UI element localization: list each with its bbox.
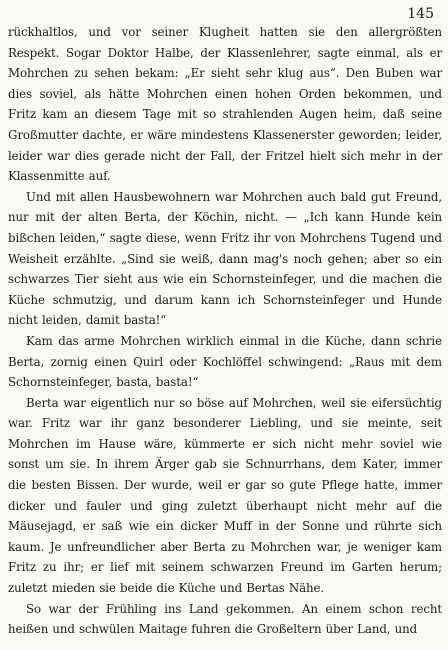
paragraph: Kam das arme Mohrchen wirklich einmal in die Küche, dann schrie Berta, zornig einen Quirl oder Kochlöffel schwingend: „Raus mit dem Schornsteinfeger, basta, basta!“ (8, 333, 442, 390)
paragraph: Berta war eigentlich nur so böse auf Mohrchen, weil sie eifersüchtig war. Fritz war ihr ganz besonderer Liebling, und sie meinte, seit Mohrchen im Hause wäre, kümmerte er sich nicht mehr soviel wie sonst um sie. In ihrem Ärger gab sie Schnurrhans, dem Kater, immer die besten Bissen. Der wurde, weil er gar so gute Pflege hatte, immer dicker und fauler und ging zuletzt überhaupt nicht mehr auf die Mäusejagd, er saß wie ein dicker Muff in der Sonne und rührte sich kaum. Je unfreundlicher aber Berta zu Mohrchen war, je weniger kam Fritz zu ihr; er lief mit seinem schwarzen Freund im Garten herum; zuletzt mieden sie beide die Küche und Bertas Nähe. (8, 395, 442, 596)
body-text (8, 22, 442, 640)
paragraph: Und mit allen Hausbewohnern war Mohrchen auch bald gut Freund, nur mit der alten Berta, der Köchin, nicht. — „Ich kann Hunde kein bißchen leiden,“ sagte diese, wenn Fritz ihr von Mohrchens Tugend und Weisheit erzählte. „Sind sie weiß, dann mag's noch gehen; aber so ein schwarzes Tier sieht aus wie ein Schornsteinfeger, und die machen die Küche schmutzig, und darum kann ich Schornsteinfeger und Hunde nicht leiden, damit basta!“ (8, 189, 442, 328)
paragraph: So war der Frühling ins Land gekommen. An einem schon recht heißen und schwülen Maitage fuhren die Großeltern über Land, und (8, 601, 442, 637)
page-number: 145 (407, 6, 434, 22)
paragraph: rückhaltlos, und vor seiner Klugheit hatten sie den allergrößten Respekt. Sogar Doktor Halbe, der Klassenlehrer, sagte einmal, als er Mohrchen zu sehen bekam: „Er sieht sehr klug aus“. Den Buben war dies soviel, als hätte Mohrchen einen hohen Orden bekommen, und Fritz kam an diesem Tage mit so strahlenden Augen heim, daß seine Großmutter dachte, er wäre mindestens Klassenerster geworden; leider, leider war dies gerade nicht der Fall, der Fritzel hielt sich mehr in der Klassenmitte auf. (8, 25, 442, 184)
